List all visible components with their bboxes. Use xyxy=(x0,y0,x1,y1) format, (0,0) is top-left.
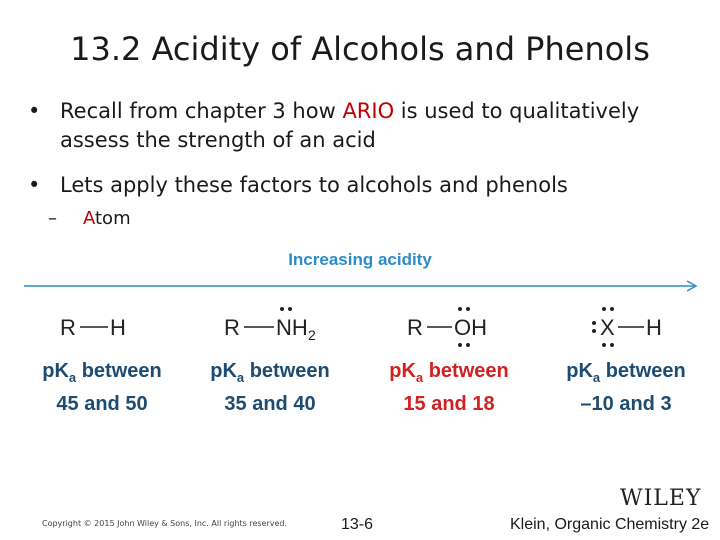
molecule-r-h xyxy=(58,305,138,350)
pka-range-1: $pK_a$ between 45 and 50 xyxy=(42,360,162,415)
molecule-x-h xyxy=(586,305,696,350)
copyright-notice: Copyright © 2015 John Wiley & Sons, Inc. All rights reserved. xyxy=(42,519,288,528)
atom-r: R xyxy=(407,315,423,340)
bullet-ario xyxy=(28,97,700,155)
bullet-dot: • xyxy=(28,173,41,197)
molecule-r-nh2 xyxy=(222,305,332,350)
lone-pair-dot xyxy=(610,307,614,311)
molecule-r-oh xyxy=(405,305,505,350)
atom-h: H xyxy=(110,315,126,340)
atom-oh: OH xyxy=(454,315,487,340)
lone-pair-dot xyxy=(288,307,292,311)
atom-rest: tom xyxy=(95,208,131,229)
pka-range-2: $pK_a$ between 35 and 40 xyxy=(210,360,330,415)
sub-bullet-dash: – xyxy=(48,208,57,229)
lone-pair-dot xyxy=(592,321,596,325)
bullet-dot: • xyxy=(28,99,41,123)
bullet-text: Lets apply these factors to alcohols and phenols xyxy=(60,173,568,197)
lone-pair-dot xyxy=(466,343,470,347)
lone-pair-dot xyxy=(602,343,606,347)
lone-pair-dot xyxy=(466,307,470,311)
bullet-apply xyxy=(28,171,700,200)
lone-pair-dot xyxy=(592,329,596,333)
lone-pair-dot xyxy=(458,343,462,347)
wiley-logo: WILEY xyxy=(620,486,702,511)
slide-number: 13-6 xyxy=(341,516,374,533)
pka-range-3: $pK_a$ between 15 and 18 xyxy=(389,360,509,415)
textbook-credit: Klein, Organic Chemistry 2e xyxy=(510,516,710,533)
lone-pair-dot xyxy=(280,307,284,311)
atom-x: X xyxy=(600,315,615,340)
lone-pair-dot xyxy=(602,307,606,311)
acidity-arrow xyxy=(24,280,704,292)
lone-pair-dot xyxy=(458,307,462,311)
atom-r: R xyxy=(224,315,240,340)
increasing-acidity-label: Increasing acidity xyxy=(288,250,432,269)
subscript-2: 2 xyxy=(308,327,316,343)
ario-highlight: ARIO xyxy=(342,99,395,123)
pka-range-4: $pK_a$ between –10 and 3 xyxy=(566,360,686,415)
sub-bullet-atom xyxy=(48,208,131,229)
atom-h: H xyxy=(646,315,662,340)
atom-r: R xyxy=(60,315,76,340)
slide-title: 13.2 Acidity of Alcohols and Phenols xyxy=(70,30,650,68)
atom-nh: NH xyxy=(276,315,308,340)
lone-pair-dot xyxy=(610,343,614,347)
bullet-text-before: Recall from chapter 3 how xyxy=(60,99,343,123)
atom-first-letter: A xyxy=(83,208,95,229)
bullet-text-after: is used to qualitatively assess the strength of an acid xyxy=(60,99,640,152)
